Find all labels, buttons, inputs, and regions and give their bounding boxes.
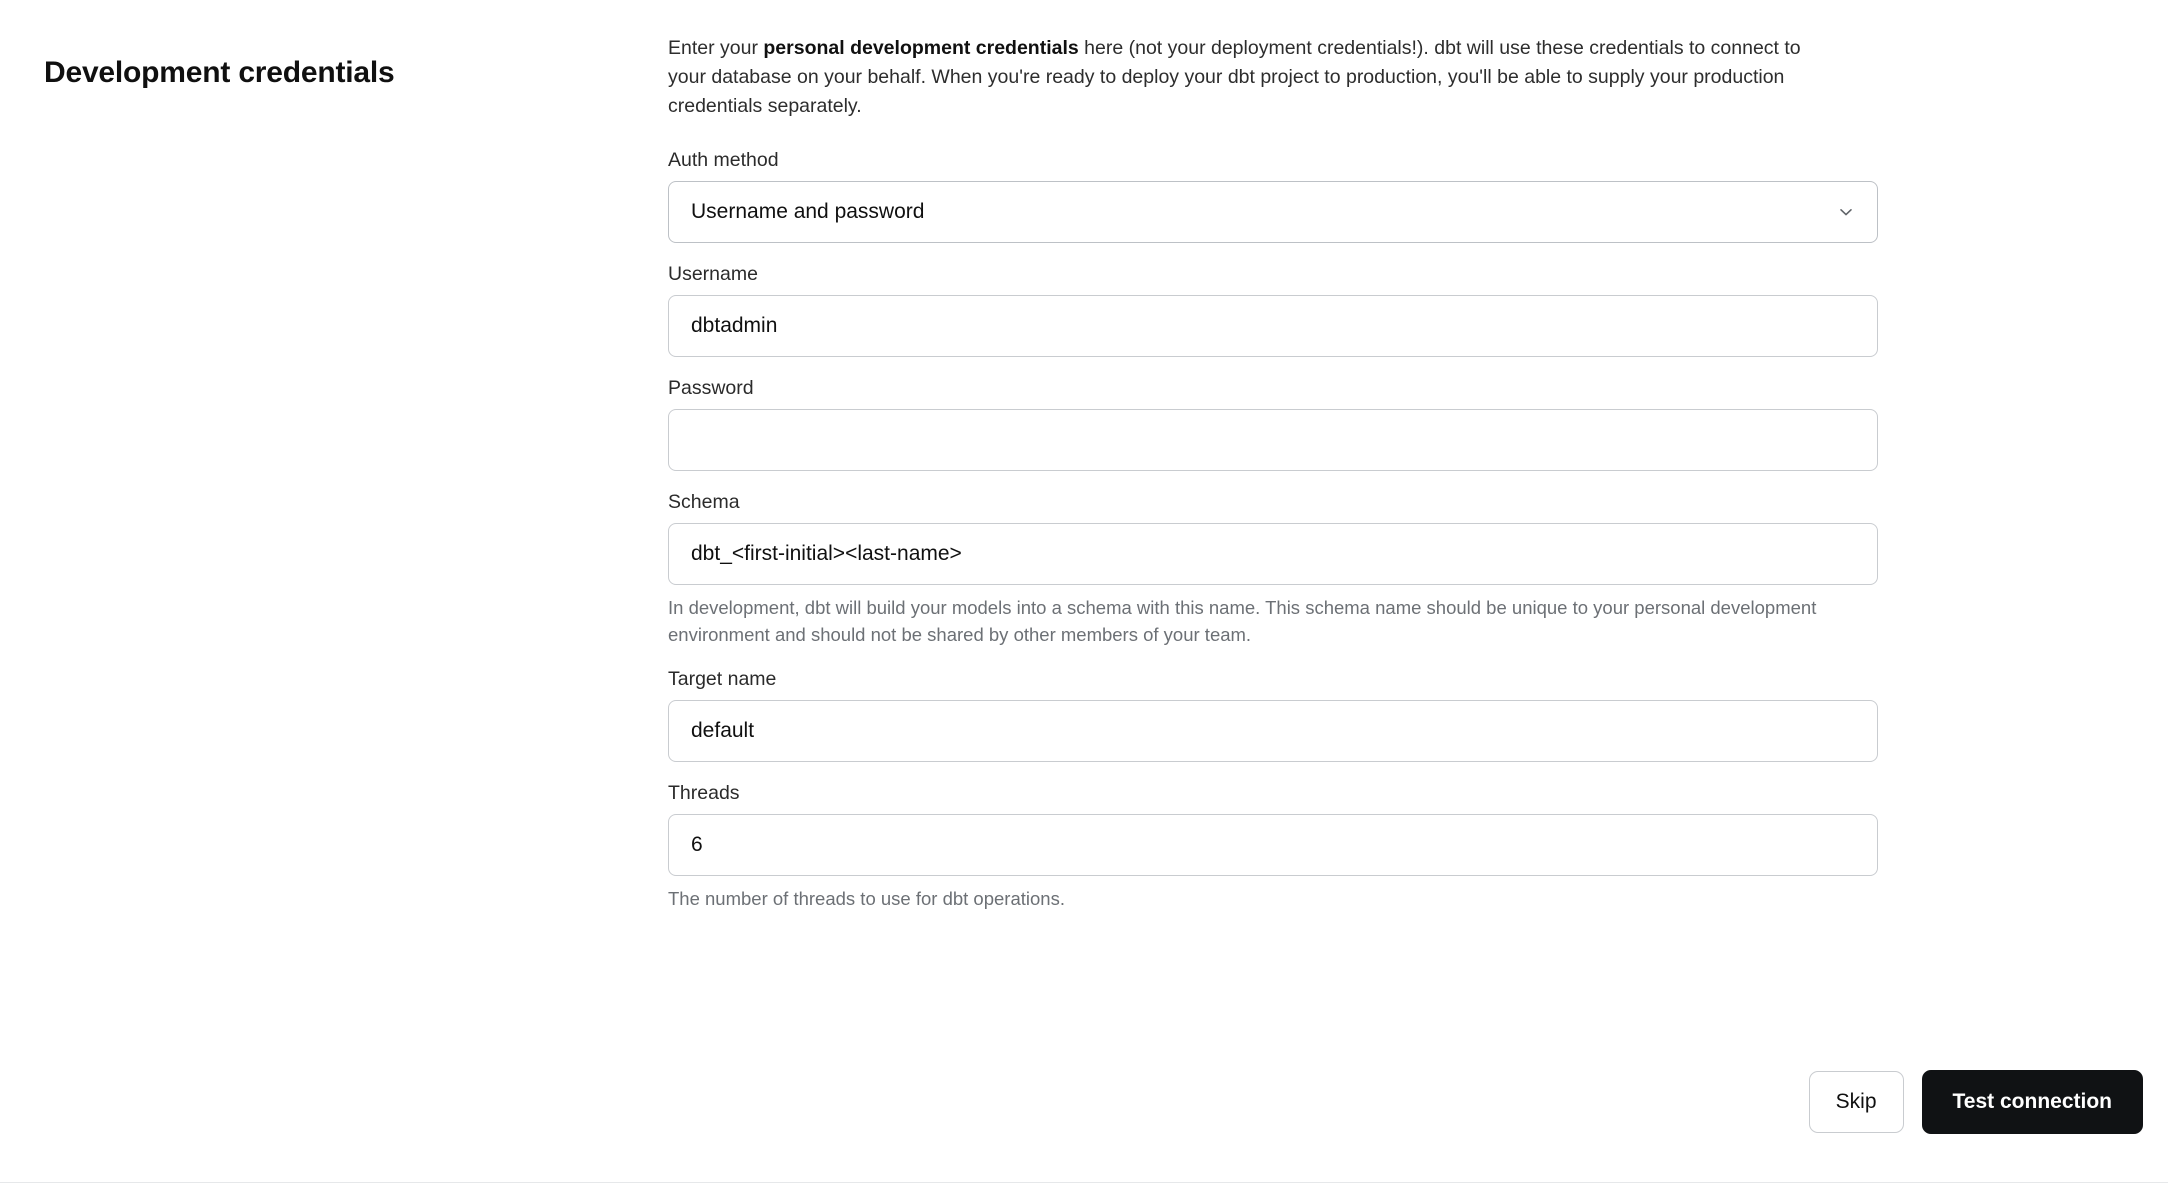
skip-button[interactable]: Skip [1809,1071,1904,1133]
password-label: Password [668,377,754,399]
intro-prefix: Enter your [668,37,764,59]
threads-label: Threads [668,782,740,804]
threads-value: 6 [691,833,703,856]
threads-input[interactable] [668,814,1878,876]
intro-suffix: here (not your deployment credentials!). dbt will use these credentials to connect to your database on your behalf. When you're ready to deploy your dbt project to production, you'll be able to supply your production credentials separately. [668,37,1801,117]
field-username [668,261,1884,357]
schema-label: Schema [668,491,740,513]
chevron-down-icon [1837,203,1855,221]
username-value: dbtadmin [691,314,778,337]
schema-input[interactable] [668,523,1878,585]
auth-method-select[interactable] [668,181,1878,243]
username-input[interactable] [668,295,1878,357]
username-label: Username [668,263,758,285]
form-actions [668,1070,2143,1134]
target-name-label: Target name [668,668,777,690]
threads-helper-text: The number of threads to use for dbt operations. [668,888,1065,909]
field-schema [668,489,1884,648]
auth-method-label: Auth method [668,149,779,171]
bottom-divider [0,1182,2168,1183]
schema-helper-text: In development, dbt will build your models into a schema with this name. This schema name should be unique to your personal development environment and should not be shared by other members of your team. [668,597,1817,645]
field-auth-method [668,147,1884,243]
field-threads [668,780,1884,912]
password-input[interactable] [668,409,1878,471]
field-password [668,375,1884,471]
field-target-name [668,666,1884,762]
test-connection-button[interactable]: Test connection [1922,1070,2143,1134]
intro-paragraph [668,34,1830,121]
target-name-input[interactable] [668,700,1878,762]
target-name-value: default [691,719,755,742]
credentials-form [668,34,1884,930]
schema-value: dbt_<first-initial><last-name> [691,542,962,565]
intro-emphasis: personal development credentials [763,37,1079,59]
auth-method-value: Username and password [691,200,925,223]
page-title: Development credentials [44,56,395,90]
